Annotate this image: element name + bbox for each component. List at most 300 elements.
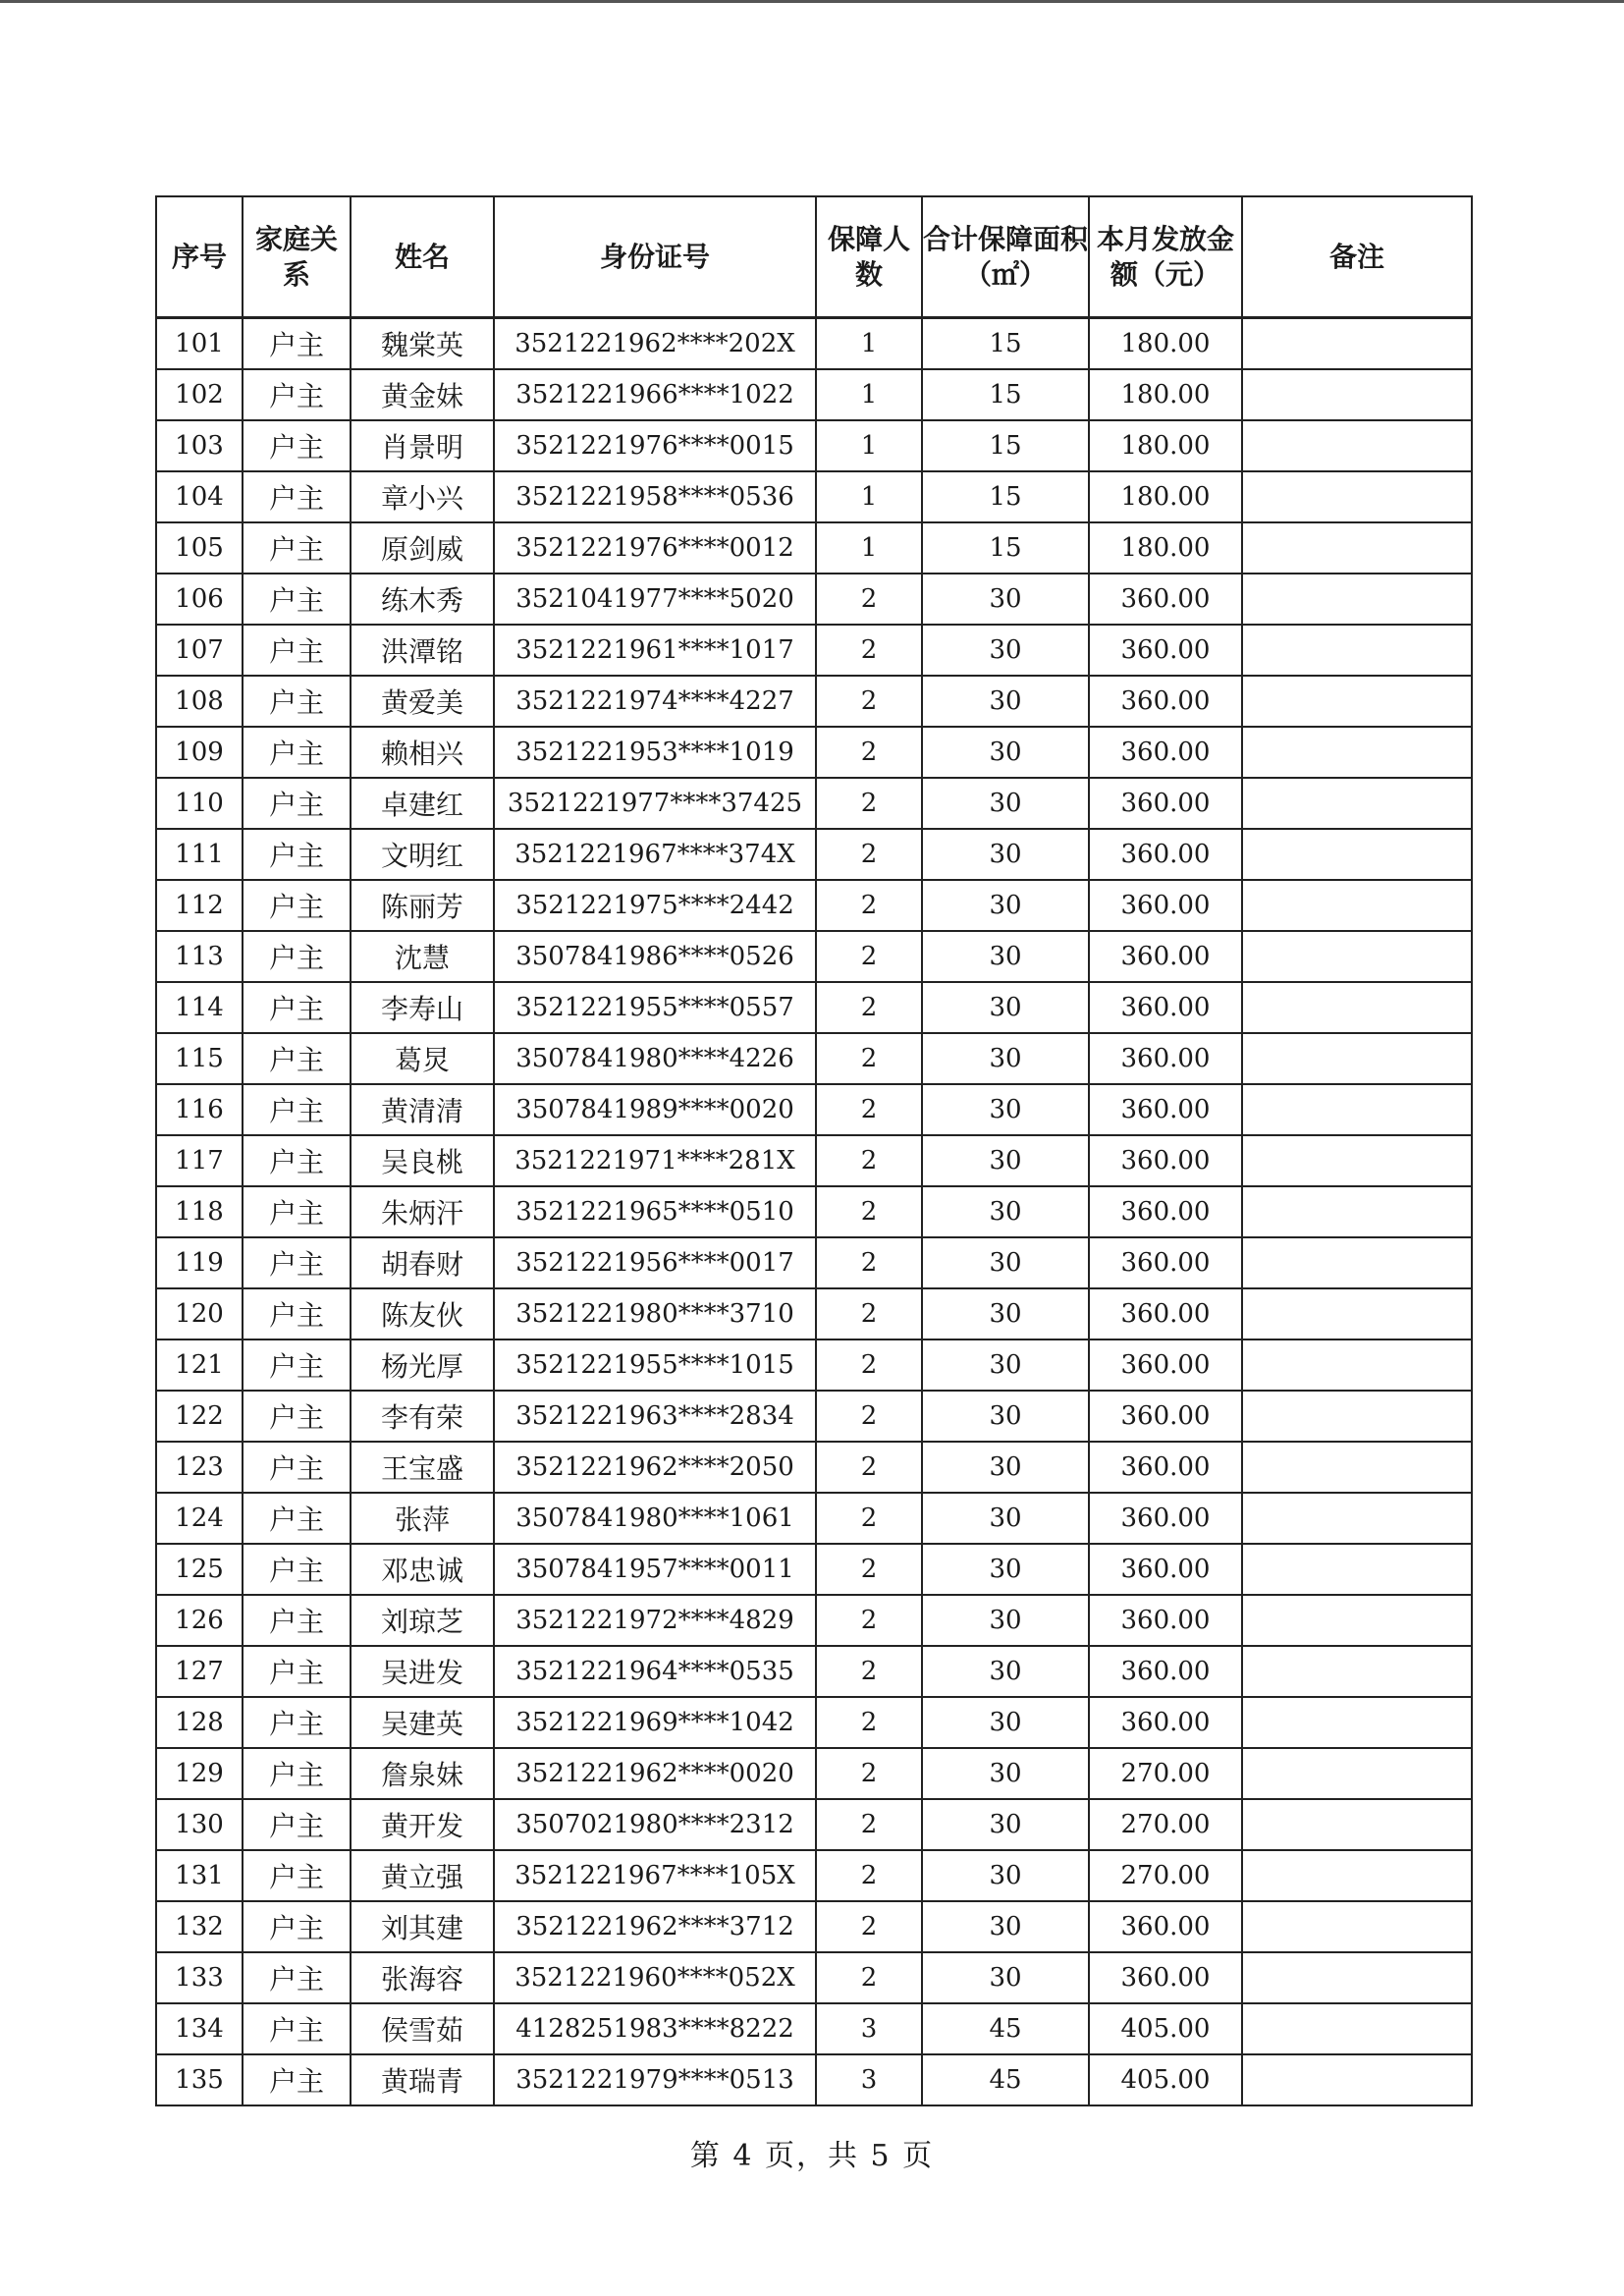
cell-persons: 1 xyxy=(816,369,922,420)
cell-area: 30 xyxy=(922,1084,1089,1135)
cell-id-number: 3521221961****1017 xyxy=(494,625,816,676)
cell-persons: 2 xyxy=(816,931,922,982)
cell-name: 陈友伙 xyxy=(351,1288,494,1339)
cell-persons: 3 xyxy=(816,2054,922,2105)
cell-seq: 108 xyxy=(156,676,243,727)
table-row xyxy=(156,1084,1472,1135)
subsidy-table xyxy=(155,195,1473,2106)
cell-seq: 107 xyxy=(156,625,243,676)
cell-seq: 116 xyxy=(156,1084,243,1135)
cell-name: 黄开发 xyxy=(351,1799,494,1850)
cell-persons: 3 xyxy=(816,2003,922,2054)
cell-area: 30 xyxy=(922,1237,1089,1288)
cell-persons: 2 xyxy=(816,1135,922,1186)
cell-persons: 2 xyxy=(816,1084,922,1135)
cell-persons: 2 xyxy=(816,1442,922,1493)
header-name: 姓名 xyxy=(351,196,494,318)
cell-remark xyxy=(1242,727,1472,778)
table-row xyxy=(156,778,1472,829)
cell-seq: 105 xyxy=(156,522,243,574)
cell-amount: 270.00 xyxy=(1089,1799,1242,1850)
cell-name: 吴良桃 xyxy=(351,1135,494,1186)
cell-persons: 2 xyxy=(816,1391,922,1442)
table-row xyxy=(156,2003,1472,2054)
cell-remark xyxy=(1242,1084,1472,1135)
cell-amount: 360.00 xyxy=(1089,982,1242,1033)
cell-amount: 180.00 xyxy=(1089,522,1242,574)
cell-relation: 户主 xyxy=(243,1442,351,1493)
cell-area: 30 xyxy=(922,982,1089,1033)
cell-name: 魏棠英 xyxy=(351,318,494,370)
cell-relation: 户主 xyxy=(243,1697,351,1748)
cell-id-number: 3521221955****0557 xyxy=(494,982,816,1033)
cell-id-number: 3521221962****3712 xyxy=(494,1901,816,1952)
cell-id-number: 3521221960****052X xyxy=(494,1952,816,2003)
table-row xyxy=(156,625,1472,676)
cell-area: 30 xyxy=(922,1033,1089,1084)
cell-name: 吴进发 xyxy=(351,1646,494,1697)
table-row xyxy=(156,931,1472,982)
cell-remark xyxy=(1242,829,1472,880)
cell-amount: 405.00 xyxy=(1089,2003,1242,2054)
cell-remark xyxy=(1242,2054,1472,2105)
cell-name: 黄清清 xyxy=(351,1084,494,1135)
cell-area: 30 xyxy=(922,1135,1089,1186)
cell-seq: 135 xyxy=(156,2054,243,2105)
cell-amount: 360.00 xyxy=(1089,1595,1242,1646)
cell-name: 王宝盛 xyxy=(351,1442,494,1493)
cell-seq: 110 xyxy=(156,778,243,829)
cell-name: 詹泉妹 xyxy=(351,1748,494,1799)
cell-id-number: 3507841989****0020 xyxy=(494,1084,816,1135)
cell-seq: 130 xyxy=(156,1799,243,1850)
header-relation: 家庭关系 xyxy=(243,196,351,318)
cell-seq: 133 xyxy=(156,1952,243,2003)
cell-remark xyxy=(1242,676,1472,727)
cell-area: 45 xyxy=(922,2054,1089,2105)
table-row xyxy=(156,1544,1472,1595)
cell-seq: 124 xyxy=(156,1493,243,1544)
cell-remark xyxy=(1242,420,1472,471)
cell-id-number: 3521221971****281X xyxy=(494,1135,816,1186)
cell-relation: 户主 xyxy=(243,1748,351,1799)
cell-seq: 128 xyxy=(156,1697,243,1748)
cell-amount: 360.00 xyxy=(1089,778,1242,829)
table-row xyxy=(156,1135,1472,1186)
cell-persons: 2 xyxy=(816,727,922,778)
cell-id-number: 3521221969****1042 xyxy=(494,1697,816,1748)
cell-remark xyxy=(1242,1595,1472,1646)
cell-seq: 131 xyxy=(156,1850,243,1901)
cell-relation: 户主 xyxy=(243,982,351,1033)
cell-relation: 户主 xyxy=(243,1544,351,1595)
cell-seq: 113 xyxy=(156,931,243,982)
cell-area: 30 xyxy=(922,1901,1089,1952)
cell-seq: 134 xyxy=(156,2003,243,2054)
cell-area: 30 xyxy=(922,778,1089,829)
cell-area: 30 xyxy=(922,727,1089,778)
table-row xyxy=(156,1493,1472,1544)
cell-area: 45 xyxy=(922,2003,1089,2054)
cell-remark xyxy=(1242,1850,1472,1901)
cell-remark xyxy=(1242,931,1472,982)
cell-relation: 户主 xyxy=(243,778,351,829)
cell-amount: 360.00 xyxy=(1089,880,1242,931)
cell-id-number: 3521221979****0513 xyxy=(494,2054,816,2105)
table-row xyxy=(156,1186,1472,1237)
cell-amount: 360.00 xyxy=(1089,1186,1242,1237)
cell-remark xyxy=(1242,1135,1472,1186)
cell-name: 朱炳汗 xyxy=(351,1186,494,1237)
cell-relation: 户主 xyxy=(243,727,351,778)
cell-id-number: 3521041977****5020 xyxy=(494,574,816,625)
cell-id-number: 3521221955****1015 xyxy=(494,1339,816,1391)
cell-amount: 180.00 xyxy=(1089,318,1242,370)
cell-seq: 118 xyxy=(156,1186,243,1237)
cell-id-number: 3521221956****0017 xyxy=(494,1237,816,1288)
cell-seq: 127 xyxy=(156,1646,243,1697)
cell-remark xyxy=(1242,2003,1472,2054)
cell-name: 黄爱美 xyxy=(351,676,494,727)
cell-name: 赖相兴 xyxy=(351,727,494,778)
cell-remark xyxy=(1242,574,1472,625)
table-row xyxy=(156,1901,1472,1952)
cell-seq: 106 xyxy=(156,574,243,625)
cell-persons: 2 xyxy=(816,778,922,829)
cell-name: 卓建红 xyxy=(351,778,494,829)
cell-amount: 360.00 xyxy=(1089,1033,1242,1084)
cell-seq: 115 xyxy=(156,1033,243,1084)
table-row xyxy=(156,1237,1472,1288)
cell-name: 沈慧 xyxy=(351,931,494,982)
table-row xyxy=(156,1952,1472,2003)
cell-persons: 2 xyxy=(816,574,922,625)
cell-name: 洪潭铭 xyxy=(351,625,494,676)
cell-persons: 2 xyxy=(816,1748,922,1799)
cell-seq: 129 xyxy=(156,1748,243,1799)
header-id-number: 身份证号 xyxy=(494,196,816,318)
cell-id-number: 3521221980****3710 xyxy=(494,1288,816,1339)
cell-remark xyxy=(1242,369,1472,420)
cell-amount: 360.00 xyxy=(1089,1339,1242,1391)
header-amount: 本月发放金额（元） xyxy=(1089,196,1242,318)
cell-seq: 122 xyxy=(156,1391,243,1442)
cell-persons: 2 xyxy=(816,1544,922,1595)
cell-seq: 114 xyxy=(156,982,243,1033)
cell-id-number: 3521221953****1019 xyxy=(494,727,816,778)
cell-id-number: 3521221977****37425 xyxy=(494,778,816,829)
scan-top-edge xyxy=(0,0,1624,3)
table-row xyxy=(156,829,1472,880)
cell-id-number: 3521221976****0012 xyxy=(494,522,816,574)
cell-remark xyxy=(1242,1799,1472,1850)
table-row xyxy=(156,369,1472,420)
table-row xyxy=(156,982,1472,1033)
cell-id-number: 3521221974****4227 xyxy=(494,676,816,727)
header-area: 合计保障面积（㎡） xyxy=(922,196,1089,318)
cell-name: 胡春财 xyxy=(351,1237,494,1288)
cell-name: 原剑威 xyxy=(351,522,494,574)
cell-persons: 2 xyxy=(816,1901,922,1952)
cell-relation: 户主 xyxy=(243,1237,351,1288)
cell-amount: 360.00 xyxy=(1089,1646,1242,1697)
cell-relation: 户主 xyxy=(243,2054,351,2105)
cell-name: 文明红 xyxy=(351,829,494,880)
cell-persons: 2 xyxy=(816,1850,922,1901)
cell-id-number: 3521221972****4829 xyxy=(494,1595,816,1646)
cell-persons: 2 xyxy=(816,1033,922,1084)
cell-area: 15 xyxy=(922,522,1089,574)
page-number: 第 4 页，共 5 页 xyxy=(689,2139,935,2173)
cell-relation: 户主 xyxy=(243,1391,351,1442)
cell-id-number: 3521221967****374X xyxy=(494,829,816,880)
cell-seq: 104 xyxy=(156,471,243,522)
cell-id-number: 3521221962****2050 xyxy=(494,1442,816,1493)
cell-relation: 户主 xyxy=(243,1595,351,1646)
cell-persons: 1 xyxy=(816,420,922,471)
cell-persons: 2 xyxy=(816,880,922,931)
table-row xyxy=(156,574,1472,625)
cell-id-number: 3507841980****1061 xyxy=(494,1493,816,1544)
cell-area: 15 xyxy=(922,420,1089,471)
cell-amount: 360.00 xyxy=(1089,1391,1242,1442)
table-body xyxy=(156,318,1472,2106)
cell-amount: 360.00 xyxy=(1089,931,1242,982)
cell-remark xyxy=(1242,1493,1472,1544)
cell-name: 李寿山 xyxy=(351,982,494,1033)
cell-name: 章小兴 xyxy=(351,471,494,522)
cell-amount: 360.00 xyxy=(1089,1901,1242,1952)
cell-remark xyxy=(1242,522,1472,574)
cell-name: 刘琼芝 xyxy=(351,1595,494,1646)
cell-id-number: 3521221963****2834 xyxy=(494,1391,816,1442)
table-row xyxy=(156,1288,1472,1339)
cell-remark xyxy=(1242,1442,1472,1493)
cell-amount: 180.00 xyxy=(1089,471,1242,522)
cell-relation: 户主 xyxy=(243,1288,351,1339)
cell-area: 30 xyxy=(922,1697,1089,1748)
cell-amount: 360.00 xyxy=(1089,676,1242,727)
cell-relation: 户主 xyxy=(243,931,351,982)
cell-relation: 户主 xyxy=(243,318,351,370)
cell-id-number: 4128251983****8222 xyxy=(494,2003,816,2054)
cell-seq: 117 xyxy=(156,1135,243,1186)
cell-amount: 360.00 xyxy=(1089,574,1242,625)
cell-amount: 180.00 xyxy=(1089,420,1242,471)
cell-persons: 1 xyxy=(816,318,922,370)
table-row xyxy=(156,420,1472,471)
table-row xyxy=(156,2054,1472,2105)
cell-persons: 2 xyxy=(816,1493,922,1544)
cell-amount: 360.00 xyxy=(1089,1237,1242,1288)
cell-persons: 2 xyxy=(816,1237,922,1288)
cell-name: 侯雪茹 xyxy=(351,2003,494,2054)
cell-relation: 户主 xyxy=(243,1033,351,1084)
table-row xyxy=(156,1646,1472,1697)
cell-persons: 2 xyxy=(816,1646,922,1697)
cell-relation: 户主 xyxy=(243,522,351,574)
table-row xyxy=(156,1391,1472,1442)
header-remark: 备注 xyxy=(1242,196,1472,318)
cell-seq: 126 xyxy=(156,1595,243,1646)
cell-remark xyxy=(1242,471,1472,522)
cell-persons: 2 xyxy=(816,1339,922,1391)
cell-seq: 121 xyxy=(156,1339,243,1391)
cell-area: 30 xyxy=(922,676,1089,727)
cell-relation: 户主 xyxy=(243,574,351,625)
cell-id-number: 3521221966****1022 xyxy=(494,369,816,420)
cell-name: 黄瑞青 xyxy=(351,2054,494,2105)
cell-id-number: 3507841957****0011 xyxy=(494,1544,816,1595)
cell-persons: 2 xyxy=(816,1952,922,2003)
cell-relation: 户主 xyxy=(243,829,351,880)
cell-relation: 户主 xyxy=(243,2003,351,2054)
table-row xyxy=(156,1799,1472,1850)
cell-area: 30 xyxy=(922,880,1089,931)
cell-relation: 户主 xyxy=(243,420,351,471)
cell-id-number: 3521221965****0510 xyxy=(494,1186,816,1237)
cell-relation: 户主 xyxy=(243,1646,351,1697)
cell-id-number: 3521221958****0536 xyxy=(494,471,816,522)
cell-id-number: 3521221967****105X xyxy=(494,1850,816,1901)
cell-remark xyxy=(1242,982,1472,1033)
cell-persons: 2 xyxy=(816,1595,922,1646)
cell-id-number: 3521221964****0535 xyxy=(494,1646,816,1697)
table-row xyxy=(156,471,1472,522)
cell-area: 30 xyxy=(922,931,1089,982)
cell-id-number: 3507021980****2312 xyxy=(494,1799,816,1850)
cell-area: 30 xyxy=(922,1493,1089,1544)
cell-remark xyxy=(1242,778,1472,829)
cell-area: 15 xyxy=(922,369,1089,420)
cell-remark xyxy=(1242,1544,1472,1595)
cell-id-number: 3507841980****4226 xyxy=(494,1033,816,1084)
table-row xyxy=(156,727,1472,778)
cell-remark xyxy=(1242,1391,1472,1442)
cell-relation: 户主 xyxy=(243,1135,351,1186)
cell-amount: 360.00 xyxy=(1089,727,1242,778)
cell-persons: 2 xyxy=(816,1799,922,1850)
cell-name: 刘其建 xyxy=(351,1901,494,1952)
table-row xyxy=(156,1850,1472,1901)
cell-remark xyxy=(1242,1186,1472,1237)
cell-name: 肖景明 xyxy=(351,420,494,471)
cell-persons: 2 xyxy=(816,625,922,676)
table-row xyxy=(156,1595,1472,1646)
cell-persons: 2 xyxy=(816,1697,922,1748)
cell-relation: 户主 xyxy=(243,1901,351,1952)
cell-name: 黄立强 xyxy=(351,1850,494,1901)
cell-name: 李有荣 xyxy=(351,1391,494,1442)
cell-seq: 125 xyxy=(156,1544,243,1595)
cell-id-number: 3521221975****2442 xyxy=(494,880,816,931)
cell-area: 30 xyxy=(922,1952,1089,2003)
cell-area: 30 xyxy=(922,1186,1089,1237)
cell-amount: 360.00 xyxy=(1089,1288,1242,1339)
cell-persons: 1 xyxy=(816,522,922,574)
cell-amount: 405.00 xyxy=(1089,2054,1242,2105)
cell-name: 杨光厚 xyxy=(351,1339,494,1391)
cell-area: 30 xyxy=(922,1288,1089,1339)
table-row xyxy=(156,1033,1472,1084)
cell-name: 练木秀 xyxy=(351,574,494,625)
cell-relation: 户主 xyxy=(243,1799,351,1850)
cell-remark xyxy=(1242,1033,1472,1084)
cell-relation: 户主 xyxy=(243,1084,351,1135)
cell-area: 30 xyxy=(922,1850,1089,1901)
table-row xyxy=(156,318,1472,370)
cell-relation: 户主 xyxy=(243,880,351,931)
cell-relation: 户主 xyxy=(243,625,351,676)
cell-amount: 360.00 xyxy=(1089,1084,1242,1135)
cell-area: 30 xyxy=(922,625,1089,676)
header-seq: 序号 xyxy=(156,196,243,318)
cell-amount: 360.00 xyxy=(1089,1952,1242,2003)
cell-remark xyxy=(1242,1288,1472,1339)
cell-relation: 户主 xyxy=(243,1493,351,1544)
cell-name: 吴建英 xyxy=(351,1697,494,1748)
cell-remark xyxy=(1242,1697,1472,1748)
cell-name: 张海容 xyxy=(351,1952,494,2003)
cell-id-number: 3521221962****202X xyxy=(494,318,816,370)
table-row xyxy=(156,880,1472,931)
cell-seq: 112 xyxy=(156,880,243,931)
cell-seq: 119 xyxy=(156,1237,243,1288)
cell-area: 30 xyxy=(922,1799,1089,1850)
cell-persons: 1 xyxy=(816,471,922,522)
cell-relation: 户主 xyxy=(243,369,351,420)
cell-persons: 2 xyxy=(816,829,922,880)
cell-area: 30 xyxy=(922,1544,1089,1595)
cell-name: 张萍 xyxy=(351,1493,494,1544)
cell-remark xyxy=(1242,625,1472,676)
cell-seq: 120 xyxy=(156,1288,243,1339)
cell-area: 30 xyxy=(922,1595,1089,1646)
cell-persons: 2 xyxy=(816,1186,922,1237)
table-header-row xyxy=(156,196,1472,318)
cell-remark xyxy=(1242,1952,1472,2003)
cell-relation: 户主 xyxy=(243,1186,351,1237)
table-row xyxy=(156,1697,1472,1748)
cell-seq: 103 xyxy=(156,420,243,471)
cell-id-number: 3507841986****0526 xyxy=(494,931,816,982)
cell-seq: 102 xyxy=(156,369,243,420)
cell-id-number: 3521221976****0015 xyxy=(494,420,816,471)
cell-amount: 360.00 xyxy=(1089,625,1242,676)
cell-amount: 180.00 xyxy=(1089,369,1242,420)
table-row xyxy=(156,676,1472,727)
cell-area: 15 xyxy=(922,318,1089,370)
cell-id-number: 3521221962****0020 xyxy=(494,1748,816,1799)
cell-area: 30 xyxy=(922,1442,1089,1493)
cell-amount: 270.00 xyxy=(1089,1850,1242,1901)
cell-seq: 111 xyxy=(156,829,243,880)
cell-area: 30 xyxy=(922,574,1089,625)
cell-area: 30 xyxy=(922,1391,1089,1442)
cell-remark xyxy=(1242,1237,1472,1288)
cell-amount: 360.00 xyxy=(1089,829,1242,880)
cell-remark xyxy=(1242,1339,1472,1391)
cell-remark xyxy=(1242,1748,1472,1799)
cell-amount: 270.00 xyxy=(1089,1748,1242,1799)
cell-relation: 户主 xyxy=(243,676,351,727)
cell-amount: 360.00 xyxy=(1089,1135,1242,1186)
cell-area: 30 xyxy=(922,1646,1089,1697)
cell-area: 30 xyxy=(922,1339,1089,1391)
cell-relation: 户主 xyxy=(243,1952,351,2003)
cell-persons: 2 xyxy=(816,676,922,727)
cell-relation: 户主 xyxy=(243,1850,351,1901)
